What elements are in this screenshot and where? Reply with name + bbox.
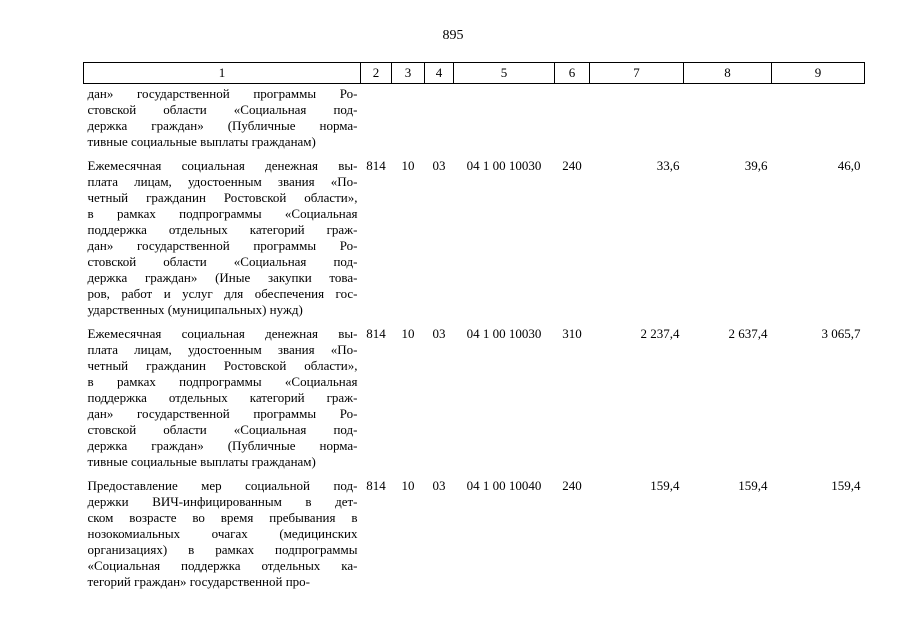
header-row	[84, 63, 865, 84]
amount-year-2-cell: 39,6	[744, 158, 768, 173]
section-code-cell: 10	[401, 158, 415, 173]
amount-year-2-cell	[684, 84, 772, 159]
amount-year-2-cell: 2 637,4	[728, 326, 768, 341]
expense-name-line: Ежемесячная социальная денежная вы-	[87, 326, 358, 341]
header-cell: 4	[425, 63, 454, 84]
expense-name-cell	[84, 158, 361, 326]
expense-name-line: ударственных (муниципальных) нужд)	[87, 302, 303, 317]
section-code-cell: 10	[401, 478, 415, 493]
expense-type-code-cell: 240	[562, 158, 582, 173]
amount-year-3-cell: 3 065,7	[821, 326, 861, 341]
header-cell: 8	[684, 63, 772, 84]
header-cell: 1	[84, 63, 361, 84]
header-cell: 6	[555, 63, 590, 84]
subsection-code-cell: 03	[432, 478, 446, 493]
expense-name-line: поддержка отдельных категорий граж-	[87, 222, 358, 237]
amount-year-1-cell	[590, 84, 684, 159]
target-item-code-cell	[454, 84, 555, 159]
expense-name-line: плата лицам, удостоенным звания «По-	[87, 342, 358, 357]
subsection-code-cell: 03	[432, 326, 446, 341]
expense-name-line: четный гражданин Ростовской области»,	[87, 358, 358, 373]
expense-name-line: ров, работ и услуг для обеспечения гос-	[87, 286, 358, 301]
amount-year-3-cell: 159,4	[831, 478, 861, 493]
ministry-code-cell: 814	[366, 478, 386, 493]
amount-year-2-cell: 159,4	[738, 478, 768, 493]
table-row	[84, 326, 865, 478]
amount-year-1-cell: 33,6	[656, 158, 680, 173]
expense-name-line: тивные социальные выплаты гражданам)	[87, 134, 316, 149]
expense-name-line: дан» государственной программы Ро-	[87, 86, 358, 101]
expense-name-line: держка граждан» (Иные закупки това-	[87, 270, 358, 285]
expense-name-cell	[84, 84, 361, 159]
expense-name-line: плата лицам, удостоенным звания «По-	[87, 174, 358, 189]
expense-type-code-cell: 310	[562, 326, 582, 341]
amount-year-3-cell: 46,0	[837, 158, 861, 173]
ministry-code-cell: 814	[366, 326, 386, 341]
table-body	[84, 84, 865, 599]
expense-name-line: организациях) в рамках подпрограммы	[87, 542, 358, 557]
expense-name-line: держка граждан» (Публичные норма-	[87, 438, 358, 453]
table-row	[84, 478, 865, 598]
expense-name-line: Ежемесячная социальная денежная вы-	[87, 158, 358, 173]
expense-name-line: держки ВИЧ-инфицированным в дет-	[87, 494, 358, 509]
ministry-code-cell: 814	[366, 158, 386, 173]
expense-name-line: ском возрасте во время пребывания в	[87, 510, 358, 525]
amount-year-1-cell: 159,4	[650, 478, 680, 493]
header-cell: 5	[454, 63, 555, 84]
header-cell: 9	[772, 63, 865, 84]
section-code-cell	[392, 84, 425, 159]
expense-name-line: «Социальная поддержка отдельных ка-	[87, 558, 358, 573]
expense-name-line: тивные социальные выплаты гражданам)	[87, 454, 316, 469]
ministry-code-cell	[361, 84, 392, 159]
expense-type-code-cell	[555, 84, 590, 159]
header-cell: 7	[590, 63, 684, 84]
expense-name-line: четный гражданин Ростовской области»,	[87, 190, 358, 205]
expense-name-cell	[84, 478, 361, 598]
table-row	[84, 158, 865, 326]
table-row	[84, 84, 865, 159]
expense-name-cell	[84, 326, 361, 478]
expense-name-line: поддержка отдельных категорий граж-	[87, 390, 358, 405]
target-item-code-cell: 04 1 00 10040	[466, 478, 542, 493]
amount-year-3-cell	[772, 84, 865, 159]
page-number: 895	[442, 28, 464, 43]
expense-name-line: Предоставление мер социальной под-	[87, 478, 358, 493]
amount-year-1-cell: 2 237,4	[640, 326, 680, 341]
header-cell: 2	[361, 63, 392, 84]
expense-name-line: стовской области «Социальная под-	[87, 422, 358, 437]
expense-name-line: в рамках подпрограммы «Социальная	[87, 374, 358, 389]
expense-name-line: в рамках подпрограммы «Социальная	[87, 206, 358, 221]
subsection-code-cell: 03	[432, 158, 446, 173]
section-code-cell: 10	[401, 326, 415, 341]
expense-name-line: тегорий граждан» государственной про-	[87, 574, 310, 589]
expense-name-line: дан» государственной программы Ро-	[87, 238, 358, 253]
expense-name-line: нозокомиальных очагах (медицинских	[87, 526, 358, 541]
target-item-code-cell: 04 1 00 10030	[466, 326, 542, 341]
expense-name-line: стовской области «Социальная под-	[87, 102, 358, 117]
expense-name-line: держка граждан» (Публичные норма-	[87, 118, 358, 133]
subsection-code-cell	[425, 84, 454, 159]
budget-table	[83, 62, 865, 598]
expense-type-code-cell: 240	[562, 478, 582, 493]
target-item-code-cell: 04 1 00 10030	[466, 158, 542, 173]
header-cell: 3	[392, 63, 425, 84]
expense-name-line: стовской области «Социальная под-	[87, 254, 358, 269]
expense-name-line: дан» государственной программы Ро-	[87, 406, 358, 421]
